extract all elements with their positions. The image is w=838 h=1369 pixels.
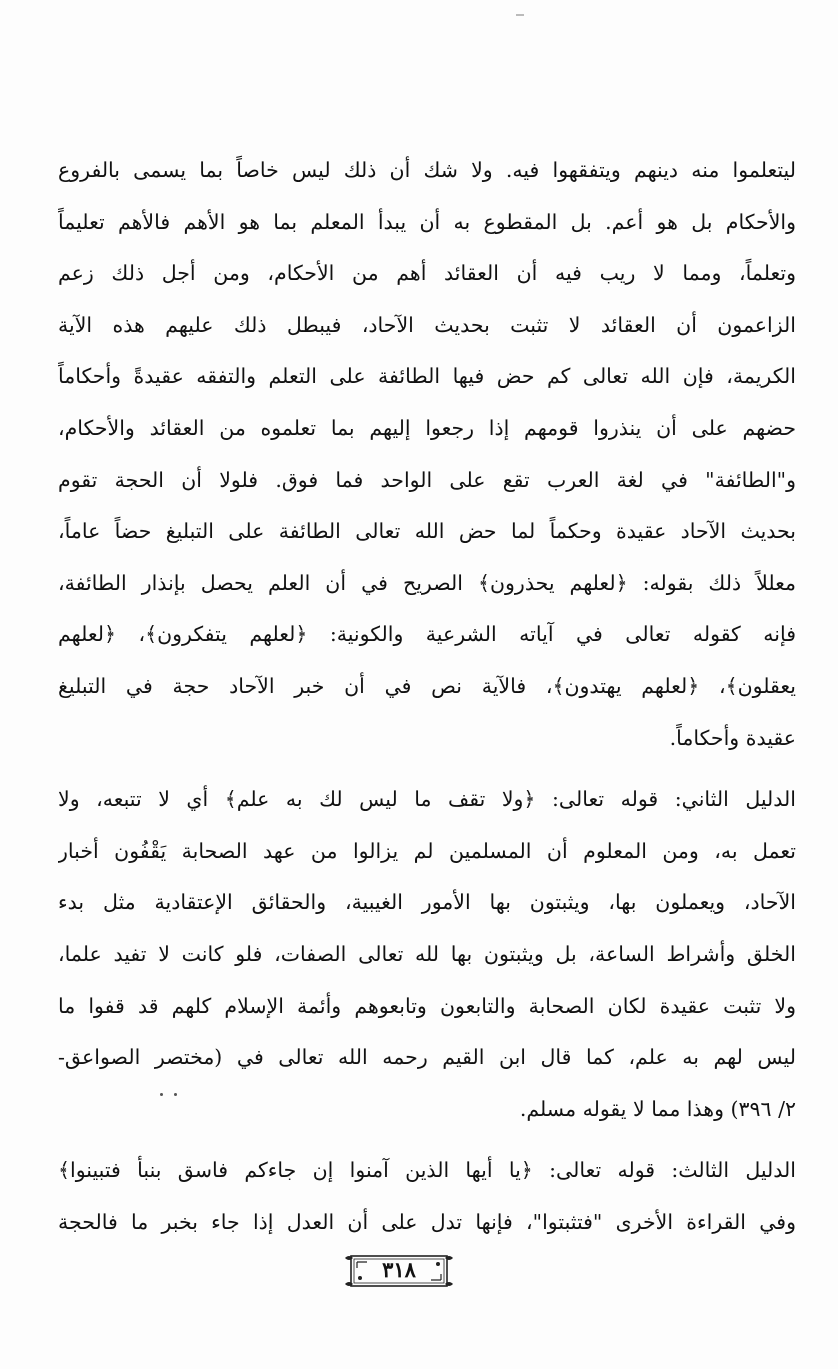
text-line: الزاعمون أن العقائد لا تثبت بحديث الآحاد، فيبطل ذلك عليهم هذه الآية — [58, 312, 796, 337]
text-line: والأحكام بل هو أعم. بل المقطوع به أن يبدأ المعلم بما هو الأهم فالأهم تعليماً — [58, 209, 796, 234]
scan-speck — [516, 14, 524, 16]
text-line: فإنه كقوله تعالى في آياته الشرعية والكونية: ﴿لعلهم يتفكرون﴾، ﴿لعلهم — [58, 622, 796, 647]
text-line: ٢/ ٣٩٦) وهذا مما لا يقوله مسلم. — [519, 1096, 796, 1121]
body-text — [58, 145, 796, 1248]
text-line: الكريمة، فإن الله تعالى كم حض فيها الطائفة على التعلم والتفقه عقيدةً وأحكاماً — [58, 364, 796, 389]
text-line: ليتعلموا منه دينهم ويتفقهوا فيه. ولا شك أن ذلك ليس خاصاً بما يسمى بالفروع — [58, 158, 796, 182]
paragraph-1 — [58, 145, 796, 764]
text-line: الآحاد، ويعملون بها، ويثبتون بها الأمور الغيبية، والحقائق الإعتقادية مثل بدء — [58, 890, 796, 915]
page-number-frame — [343, 1252, 455, 1290]
scan-dots — [160, 1093, 206, 1099]
paragraph-3 — [58, 1145, 796, 1248]
text-line: الدليل الثاني: قوله تعالى: ﴿ولا تقف ما ليس لك به علم﴾ أي لا تتبعه، ولا — [58, 787, 796, 812]
text-line: تعمل به، ومن المعلوم أن المسلمين لم يزالوا من عهد الصحابة يَقْفُون أخبار — [58, 838, 796, 863]
text-line: ليس لهم به علم، كما قال ابن القيم رحمه الله تعالى في (مختصر الصواعق- — [58, 1045, 796, 1070]
text-line: حضهم على أن ينذروا قومهم إذا رجعوا إليهم بما تعلموه من العقائد والأحكام، — [58, 415, 796, 440]
text-line: عقيدة وأحكاماً. — [669, 725, 796, 750]
text-line: ولا تثبت عقيدة لكان الصحابة والتابعون وتابعوهم وأئمة الإسلام كلهم قد قفوا ما — [58, 993, 796, 1018]
page-number: ٣١٨ — [382, 1257, 416, 1282]
text-line: و"الطائفة" في لغة العرب تقع على الواحد فما فوق. فلولا أن الحجة تقوم — [58, 467, 796, 492]
text-line: بحديث الآحاد عقيدة وحكماً لما حض الله تعالى الطائفة على التبليغ حضاً عاماً، — [58, 519, 796, 544]
text-line: يعقلون﴾، ﴿لعلهم يهتدون﴾، فالآية نص في أن خبر الآحاد حجة في التبليغ — [58, 673, 796, 698]
paragraph-2 — [58, 774, 796, 1135]
text-line: معللاً ذلك بقوله: ﴿لعلهم يحذرون﴾ الصريح في أن العلم يحصل بإنذار الطائفة، — [58, 570, 796, 595]
text-line: الخلق وأشراط الساعة، بل ويثبتون بها لله تعالى الصفات، فلو كانت لا تفيد علما، — [58, 941, 796, 966]
text-line: وفي القراءة الأخرى "فتثبتوا"، فإنها تدل على أن العدل إذا جاء بخبر ما فالحجة — [58, 1209, 796, 1234]
text-line: الدليل الثالث: قوله تعالى: ﴿يا أيها الذين آمنوا إن جاءكم فاسق بنبأ فتبينوا﴾ — [58, 1158, 796, 1183]
text-line: وتعلماً، ومما لا ريب فيه أن العقائد أهم من الأحكام، ومن أجل ذلك زعم — [58, 261, 796, 286]
